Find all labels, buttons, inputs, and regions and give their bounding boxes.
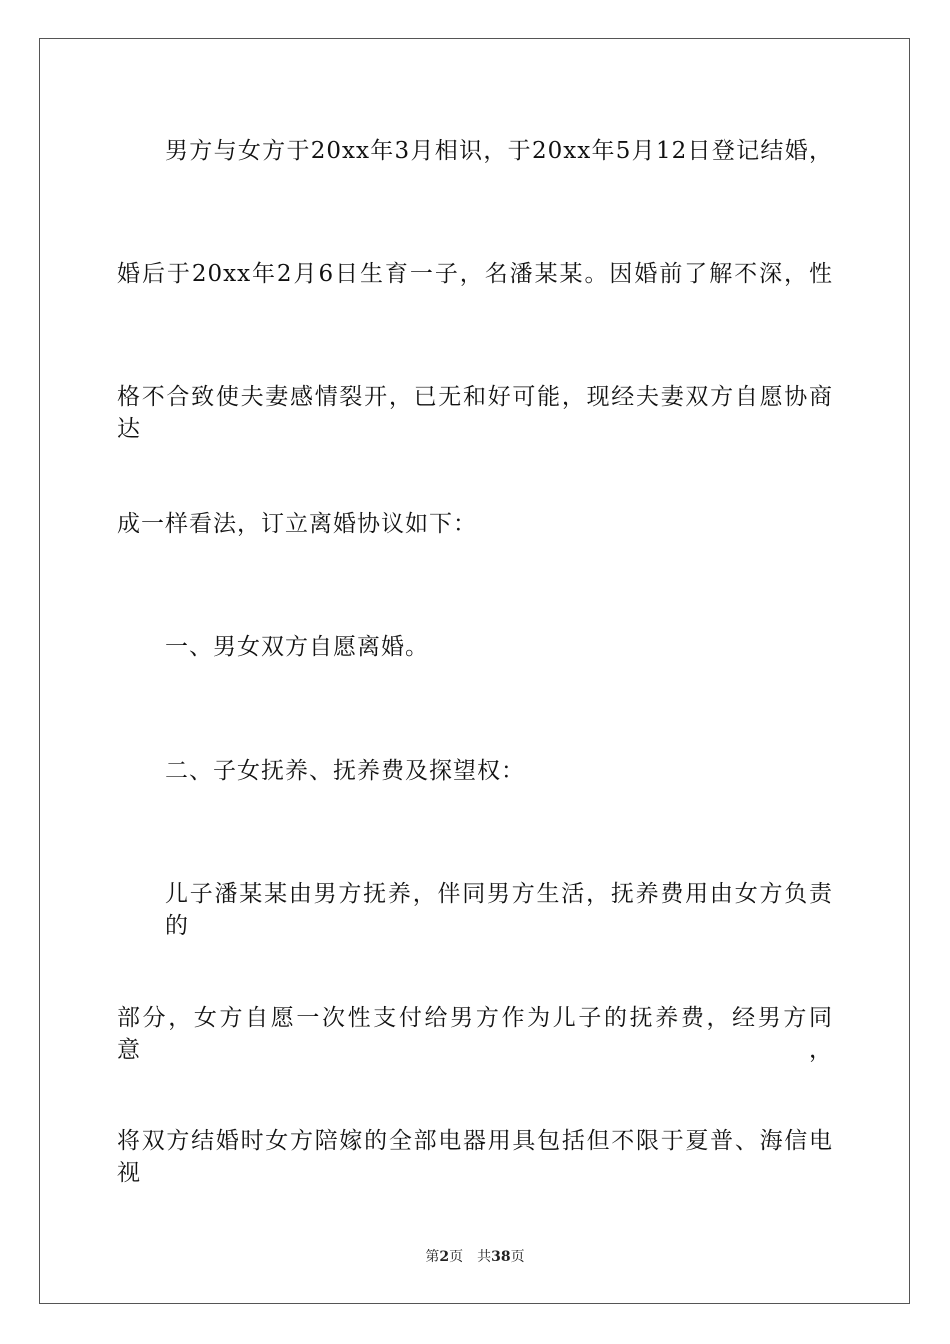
page-number-prefix: 第: [425, 1249, 440, 1265]
paragraph-line-2: 婚后于20xx年2月6日生育一子，名潘某某。因婚前了解不深，性: [117, 261, 833, 287]
page-footer: [0, 1247, 950, 1267]
page-total-suffix: 页: [510, 1249, 525, 1265]
paragraph-line-7: 儿子潘某某由男方抚养，伴同男方生活，抚养费用由女方负责的: [165, 881, 833, 939]
page-number-suffix: 页: [449, 1249, 464, 1265]
paragraph-line-4: 成一样看法，订立离婚协议如下：: [117, 511, 477, 537]
paragraph-line-8: 部分，女方自愿一次性支付给男方作为儿子的抚养费，经男方同意，: [117, 1005, 833, 1063]
page-total-prefix: 共: [477, 1249, 492, 1265]
clause-one: 一、男女双方自愿离婚。: [165, 634, 429, 660]
page-total: 38: [491, 1249, 511, 1265]
paragraph-line-9: 将双方结婚时女方陪嫁的全部电器用具包括但不限于夏普、海信电视: [117, 1128, 833, 1186]
page-frame: [39, 38, 910, 1304]
paragraph-line-3: 格不合致使夫妻感情裂开，已无和好可能，现经夫妻双方自愿协商达: [117, 384, 833, 442]
page-number-current: 2: [439, 1249, 450, 1265]
paragraph-line-1: 男方与女方于20xx年3月相识，于20xx年5月12日登记结婚，: [165, 138, 833, 164]
clause-two-heading: 二、子女抚养、抚养费及探望权：: [165, 758, 525, 784]
